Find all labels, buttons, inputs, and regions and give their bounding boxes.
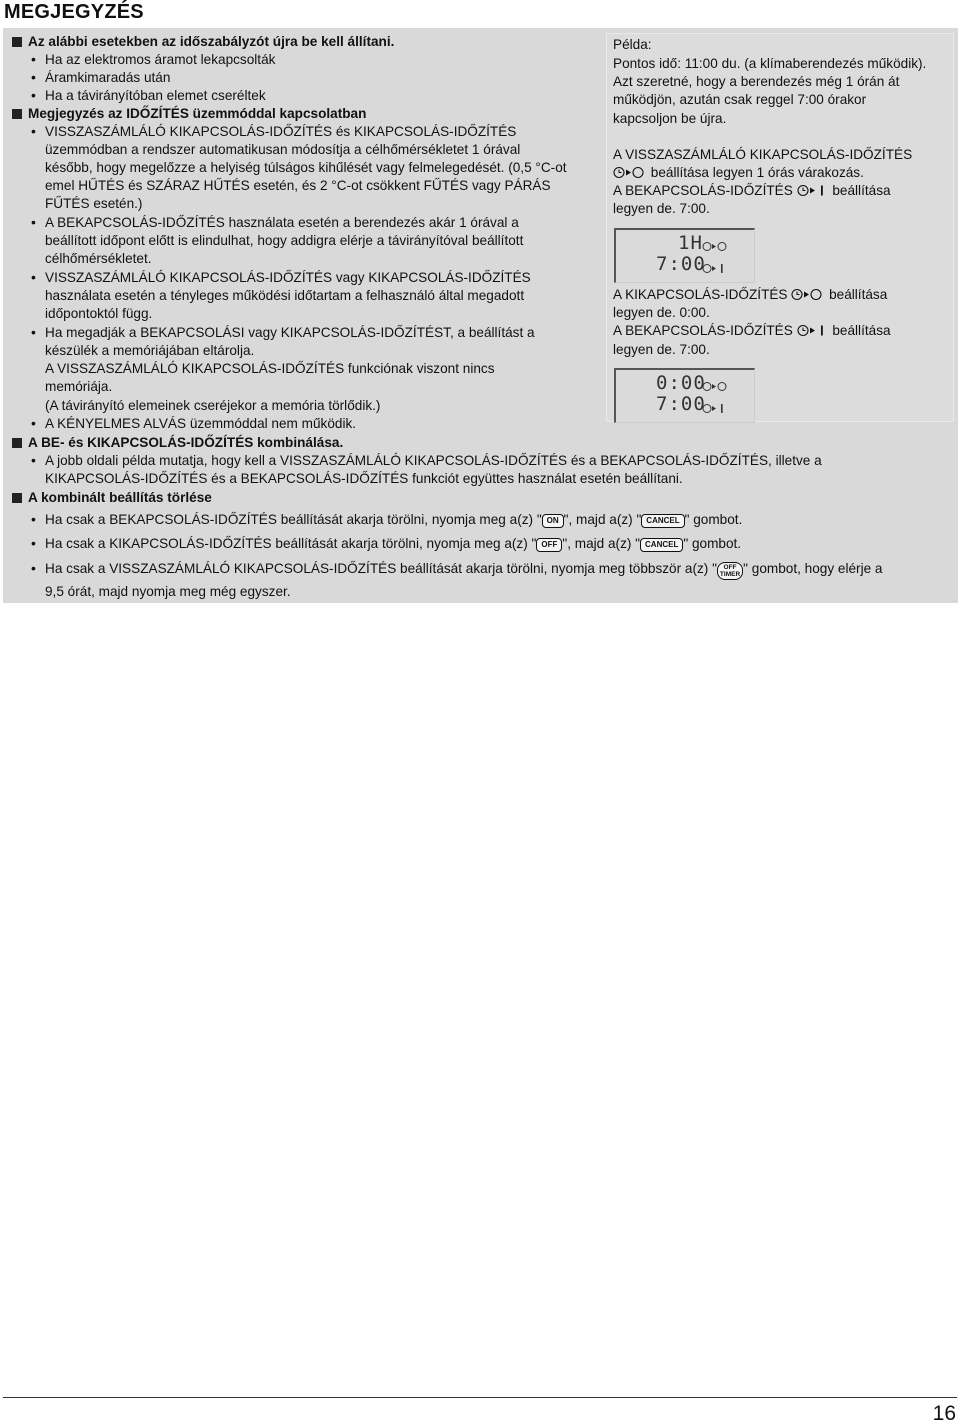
paragraph-text: ", majd a(z) " [562, 536, 641, 551]
off-timer-label: TIMER [719, 571, 741, 578]
off-timer-button-icon [717, 562, 743, 580]
square-bullet-icon [12, 493, 22, 503]
example-line [613, 164, 864, 184]
page-number: 16 [932, 1402, 956, 1425]
paragraph-text: Ha csak a VISSZASZÁMLÁLÓ KIKAPCSOLÁS-IDŐZÍTÉS beállítását akarja törölni, nyomja meg többször a(z) " [45, 561, 717, 576]
bullet-icon: • [31, 560, 36, 576]
on-button-icon: ON [542, 514, 564, 528]
paragraph-line: üzemmódban a rendszer automatikusan módosítja a célhőmérsékletet 1 órával [45, 142, 521, 157]
heading-clear [12, 489, 212, 507]
heading-timer-note-text: Megjegyzés az IDŐZÍTÉS üzemmóddal kapcsolatban [28, 106, 367, 121]
bullet-icon: • [31, 51, 36, 67]
example-line-text: beállítása [829, 287, 888, 302]
clock-on-icon [702, 399, 728, 418]
paragraph-line: készülék a memóriájában eltárolja. [45, 343, 255, 358]
paragraph-line: memóriája. [45, 379, 113, 394]
footer-divider [3, 1397, 957, 1398]
heading-combo [12, 434, 343, 452]
bullet-icon: • [31, 214, 36, 230]
lcd-display-1 [614, 228, 755, 283]
example-line-text: beállítása [832, 183, 891, 198]
example-label: Példa: [613, 37, 652, 52]
clock-on-icon [797, 184, 829, 202]
cancel-button-icon: CANCEL [640, 538, 683, 552]
example-line: működjön, azután csak reggel 7:00 órakor [613, 92, 867, 107]
clock-off-icon [791, 288, 825, 306]
paragraph-line: VISSZASZÁMLÁLÓ KIKAPCSOLÁS-IDŐZÍTÉS vagy KIKAPCSOLÁS-IDŐZÍTÉS [45, 270, 531, 285]
lcd-off-time-text: 0:00 [656, 372, 706, 394]
bullet-icon: • [31, 511, 36, 527]
lcd-on-time-text: 7:00 [656, 393, 706, 415]
cancel-button-icon: CANCEL [641, 514, 684, 528]
paragraph-text: Ha csak a KIKAPCSOLÁS-IDŐZÍTÉS beállítását akarja törölni, nyomja meg a(z) " [45, 536, 537, 551]
paragraph-line [45, 535, 741, 553]
bullet-icon: • [31, 87, 36, 103]
bullet-icon: • [31, 324, 36, 340]
paragraph-line: A VISSZASZÁMLÁLÓ KIKAPCSOLÁS-IDŐZÍTÉS funkciónak viszont nincs [45, 361, 495, 376]
example-line-text: A BEKAPCSOLÁS-IDŐZÍTÉS [613, 323, 793, 338]
paragraph-line: később, hogy megelőzze a helyiség túlságos kihűlését vagy felmelegedését. (0,5 °C-ot [45, 160, 567, 175]
paragraph-line: FŰTÉS esetén.) [45, 196, 143, 211]
paragraph-text: ", majd a(z) " [563, 512, 642, 527]
off-button-icon: OFF [536, 538, 562, 552]
lcd-on-time-text: 7:00 [656, 253, 706, 275]
heading-timer-note [12, 105, 366, 123]
bullet-icon: • [31, 535, 36, 551]
paragraph-line: VISSZASZÁMLÁLÓ KIKAPCSOLÁS-IDŐZÍTÉS és KIKAPCSOLÁS-IDŐZÍTÉS [45, 124, 517, 139]
bullet-icon: • [31, 69, 36, 85]
paragraph-line: A BEKAPCSOLÁS-IDŐZÍTÉS használata esetén a berendezés akár 1 órával a [45, 215, 519, 230]
example-line: Pontos idő: 11:00 du. (a klímaberendezés működik). [613, 56, 927, 71]
example-line: legyen de. 7:00. [613, 201, 710, 216]
example-line: Azt szeretné, hogy a berendezés még 1 órán át [613, 74, 900, 89]
example-line-text: beállítása [832, 323, 891, 338]
list-item: Ha az elektromos áramot lekapcsolták [45, 52, 276, 67]
paragraph-text: " gombot. [683, 536, 742, 551]
bullet-icon: • [31, 123, 36, 139]
clock-on-icon [797, 324, 829, 342]
example-line [613, 182, 891, 202]
example-line: legyen de. 7:00. [613, 342, 710, 357]
example-line-text: A BEKAPCSOLÁS-IDŐZÍTÉS [613, 183, 793, 198]
paragraph-line: 9,5 órát, majd nyomja meg még egyszer. [45, 584, 291, 599]
page-title: MEGJEGYZÉS [4, 1, 144, 23]
clock-off-icon [702, 237, 728, 256]
paragraph-line: beállított időpont előtt is elindulhat, hogy addigra elérje a távirányítóval beállított [45, 233, 524, 248]
clock-on-icon [702, 259, 728, 278]
paragraph-line: emel HŰTÉS és SZÁRAZ HŰTÉS esetén, és 2 °C-ot csökkent FŰTÉS vagy PÁRÁS [45, 178, 551, 193]
paragraph-text: " gombot, hogy elérje a [743, 561, 883, 576]
paragraph-line: célhőmérsékletet. [45, 251, 152, 266]
example-line: legyen de. 0:00. [613, 305, 710, 320]
heading-reset [12, 33, 394, 51]
bullet-icon: • [31, 452, 36, 468]
paragraph-line: használata esetén a tényleges működési időtartam a felhasználó által megadott [45, 288, 525, 303]
bullet-icon: • [31, 269, 36, 285]
off-timer-label: OFF [723, 564, 737, 571]
paragraph-line: A KÉNYELMES ALVÁS üzemmóddal nem működik. [45, 416, 357, 431]
heading-clear-text: A kombinált beállítás törlése [28, 490, 212, 505]
paragraph-line [45, 560, 883, 580]
example-line [613, 286, 887, 306]
paragraph-text: " gombot. [684, 512, 743, 527]
example-line: A VISSZASZÁMLÁLÓ KIKAPCSOLÁS-IDŐZÍTÉS [613, 147, 913, 162]
paragraph-line: KIKAPCSOLÁS-IDŐZÍTÉS és a BEKAPCSOLÁS-IDŐZÍTÉS funkciót együttes használat esetén beállítani. [45, 471, 683, 486]
square-bullet-icon [12, 37, 22, 47]
heading-combo-text: A BE- és KIKAPCSOLÁS-IDŐZÍTÉS kombinálása. [28, 435, 344, 450]
paragraph-line [45, 511, 742, 529]
lcd-display-2 [614, 368, 755, 423]
list-item: Ha a távirányítóban elemet cseréltek [45, 88, 266, 103]
example-line-text: beállítása legyen 1 órás várakozás. [650, 165, 864, 180]
example-line-text: A KIKAPCSOLÁS-IDŐZÍTÉS [613, 287, 788, 302]
lcd-countdown-text: 1H [678, 232, 703, 254]
example-line [613, 322, 891, 342]
square-bullet-icon [12, 438, 22, 448]
bullet-icon: • [31, 415, 36, 431]
paragraph-text: Ha csak a BEKAPCSOLÁS-IDŐZÍTÉS beállítását akarja törölni, nyomja meg a(z) " [45, 512, 542, 527]
heading-reset-text: Az alábbi esetekben az időszabályzót újra be kell állítani. [28, 34, 395, 49]
paragraph-line: A jobb oldali példa mutatja, hogy kell a VISSZASZÁMLÁLÓ KIKAPCSOLÁS-IDŐZÍTÉS és a BEKAPCSOLÁS-IDŐZÍTÉS, illetve a [45, 453, 822, 468]
paragraph-line: Ha megadják a BEKAPCSOLÁSI vagy KIKAPCSOLÁS-IDŐZÍTÉST, a beállítást a [45, 325, 535, 340]
clock-off-icon [702, 377, 728, 396]
square-bullet-icon [12, 109, 22, 119]
paragraph-line: (A távirányító elemeinek cseréjekor a memória törlődik.) [45, 398, 381, 413]
paragraph-line: időpontoktól függ. [45, 306, 153, 321]
example-line: kapcsoljon be újra. [613, 111, 727, 126]
list-item: Áramkimaradás után [45, 70, 171, 85]
